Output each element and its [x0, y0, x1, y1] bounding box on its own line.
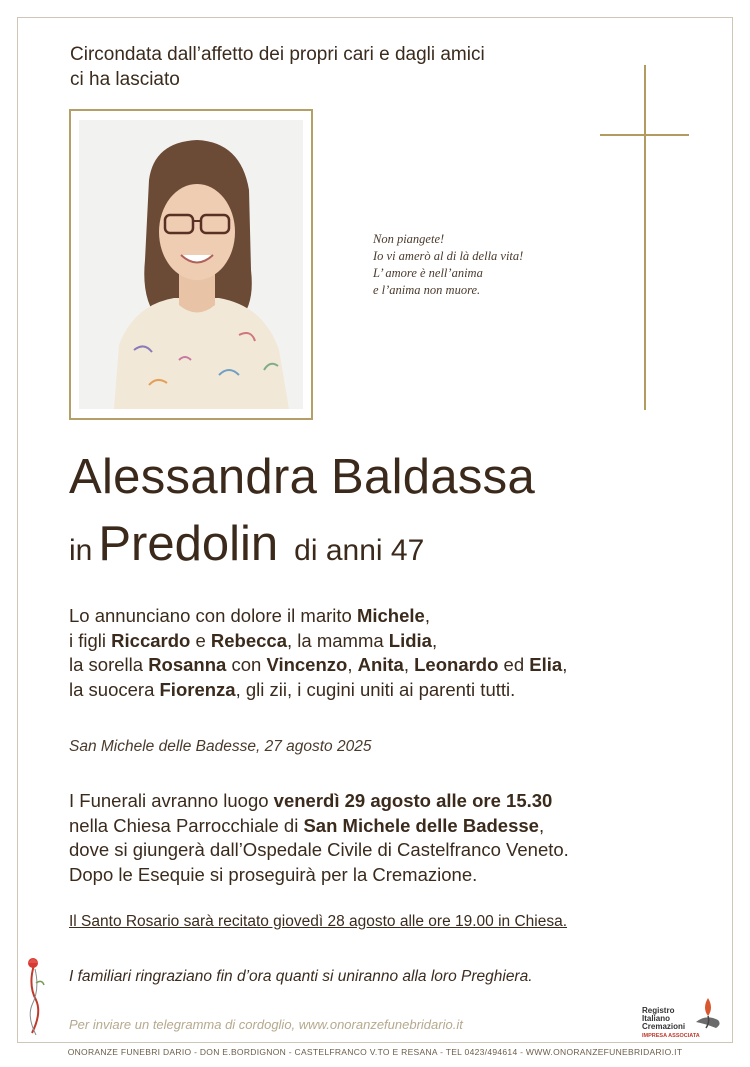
text: i figli	[69, 629, 112, 651]
text: , gli zii, i cugini uniti ai parenti tutti.	[235, 678, 516, 700]
funeral-line-4: Dopo le Esequie si proseguirà per la Cremazione.	[69, 863, 478, 885]
phoenix-icon	[688, 994, 728, 1034]
name-leonardo: Leonardo	[414, 654, 499, 675]
name-lidia: Lidia	[388, 629, 432, 651]
text: e	[190, 629, 211, 651]
text: ,	[347, 654, 358, 675]
announcement	[69, 604, 567, 702]
funeral-line-1	[69, 789, 569, 814]
text: ,	[403, 654, 415, 675]
age-label: di anni 47	[294, 534, 425, 567]
name-fiorenza: Fiorenza	[159, 678, 236, 700]
deceased-name: Alessandra Baldassa	[69, 450, 536, 504]
funeral-line-3: dove si giungerà dall’Ospedale Civile di Castelfranco Veneto.	[69, 839, 569, 860]
announcement-line-1	[69, 604, 567, 629]
text: ed	[498, 654, 530, 675]
announcement-line-3	[69, 653, 567, 678]
text: la suocera	[69, 678, 160, 700]
place-date: San Michele delle Badesse, 27 agosto 2025	[69, 738, 372, 755]
name-riccardo: Riccardo	[111, 629, 191, 651]
name-rosanna: Rosanna	[148, 654, 227, 675]
funeral-line-2	[69, 814, 569, 839]
text: la sorella	[69, 654, 149, 675]
badge-line-1: Registro	[642, 1006, 675, 1015]
rosary-notice: Il Santo Rosario sarà recitato giovedì 28 agosto alle ore 19.00 in Chiesa.	[69, 913, 568, 930]
name-anita: Anita	[357, 654, 404, 675]
text: , la mamma	[287, 629, 389, 651]
funeral-info	[69, 789, 569, 887]
cross-bar	[600, 134, 689, 136]
name-elia: Elia	[529, 654, 563, 675]
text: ,	[431, 629, 438, 651]
cross-icon	[644, 65, 646, 410]
name-michele: Michele	[356, 605, 425, 626]
poem-line-1: Non piangete!	[373, 232, 445, 246]
married-name: Predolin	[98, 517, 279, 571]
poem-line-3: L’ amore è nell’anima	[373, 266, 483, 280]
portrait-frame	[69, 109, 313, 420]
registry-badge	[640, 992, 730, 1042]
thanks-text: I familiari ringraziano fin d’ora quanti si uniranno alla loro Preghiera.	[69, 968, 533, 985]
badge-line-2: Italiano	[642, 1014, 671, 1023]
announcement-line-4	[69, 678, 567, 703]
text: con	[226, 654, 267, 675]
text: ,	[424, 605, 430, 626]
text: ,	[538, 814, 545, 836]
portrait-photo	[79, 120, 303, 409]
announcement-line-2	[69, 629, 567, 654]
badge-line-3: Cremazioni	[642, 1022, 686, 1031]
poem-text	[373, 231, 523, 299]
telegram-link[interactable]: Per inviare un telegramma di cordoglio, www.onoranzefunebridario.it	[69, 1017, 463, 1032]
text: I Funerali avranno luogo	[69, 790, 274, 811]
church-location: San Michele delle Badesse	[303, 814, 539, 836]
footer-text: ONORANZE FUNEBRI DARIO - DON E.BORDIGNON - CASTELFRANCO V.TO E RESANA - TEL 0423/494614 - WWW.ONORANZEFUNEBRIDARIO.IT	[67, 1047, 683, 1057]
intro-line-1: Circondata dall’affetto dei propri cari e dagli amici	[70, 44, 485, 65]
rose-icon	[22, 955, 46, 1037]
deceased-married-line	[69, 514, 424, 586]
name-rebecca: Rebecca	[210, 629, 288, 651]
text: nella Chiesa Parrocchiale di	[69, 814, 304, 836]
intro-line-2: ci ha lasciato	[70, 69, 180, 90]
text: Lo annunciano con dolore il marito	[69, 605, 357, 626]
text: ,	[562, 654, 568, 675]
in-label: in	[69, 534, 93, 567]
funeral-datetime: venerdì 29 agosto alle ore 15.30	[273, 790, 553, 811]
name-vincenzo: Vincenzo	[266, 654, 348, 675]
intro-text	[70, 42, 485, 92]
badge-line-4: IMPRESA ASSOCIATA	[642, 1033, 700, 1039]
poem-line-2: Io vi amerò al di là della vita!	[373, 249, 524, 263]
poem-line-4: e l’anima non muore.	[373, 283, 481, 297]
